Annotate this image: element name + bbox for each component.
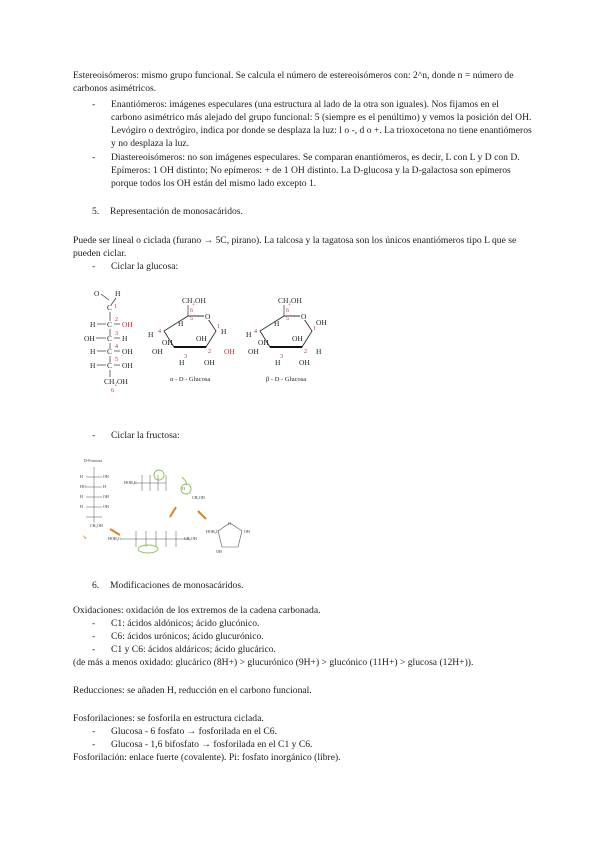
list-item-oxid-1: - C1: ácidos aldónicos; ácido glucónico. bbox=[92, 618, 260, 629]
svg-text:H: H bbox=[316, 347, 322, 356]
svg-text:CH₂OH: CH₂OH bbox=[182, 296, 206, 305]
svg-text:HOH₂C: HOH₂C bbox=[206, 529, 219, 534]
svg-text:4: 4 bbox=[158, 329, 161, 335]
svg-text:C: C bbox=[107, 361, 113, 370]
svg-text:C: C bbox=[107, 347, 113, 356]
fosforilacion-definition: Fosforilación: enlace fuerte (covalente). Pi: fosfato inorgánico (libre). bbox=[73, 752, 341, 763]
svg-text:OH: OH bbox=[216, 549, 222, 554]
diastereo-text: Diastereoisómeros: no son imágenes especulares. Se comparan enantiómeros, es decir, L con L y D con D. Epímeros: 1 OH distinto; No epímeros: + de 1 OH distinto. La D-glucosa y la D-galactosa son epímeros porque todos los OH están del mismo lado excepto 1. bbox=[111, 152, 520, 189]
svg-text:OH: OH bbox=[122, 361, 133, 370]
svg-text:5: 5 bbox=[115, 357, 118, 363]
svg-text:4: 4 bbox=[254, 329, 257, 335]
svg-text:HOH₂C: HOH₂C bbox=[124, 480, 137, 485]
svg-text:O: O bbox=[205, 312, 211, 321]
glucose-cyclization-figure bbox=[78, 283, 348, 398]
svg-text:3: 3 bbox=[280, 354, 283, 360]
svg-text:H: H bbox=[80, 504, 83, 509]
svg-text:5: 5 bbox=[190, 316, 193, 322]
list-item-oxid-2: - C6: ácidos urónicos; ácido glucurónico. bbox=[92, 631, 264, 642]
enantiomeros-text: Enantiómeros: imágenes especulares (una estructura al lado de la otra son iguales). Nos fijamos en el carbono asimétrico más alejado del grupo funcional: 5 (siempre es el penúltimo) y vemos la posición del OH. Levógiro o dextrógiro, indica por donde se desplaza la luz: l o -, d o +. La trioxocetona no tiene enantiómeros y no desplaza la luz. bbox=[111, 99, 532, 149]
list-item-ciclar-fructosa: - Ciclar la fructosa: bbox=[92, 430, 180, 441]
svg-text:OH: OH bbox=[122, 320, 133, 329]
fischer-c1: C bbox=[107, 303, 113, 312]
svg-text:OH: OH bbox=[204, 358, 215, 367]
svg-text:C: C bbox=[107, 320, 113, 329]
svg-text:6: 6 bbox=[286, 308, 289, 314]
svg-text:H: H bbox=[90, 361, 96, 370]
svg-text:O: O bbox=[228, 521, 231, 526]
svg-text:H: H bbox=[122, 334, 128, 343]
svg-text:OH: OH bbox=[292, 334, 303, 343]
svg-text:3: 3 bbox=[184, 354, 187, 360]
svg-text:CH₂OH: CH₂OH bbox=[192, 495, 205, 500]
svg-text:H: H bbox=[221, 327, 227, 336]
svg-text:6: 6 bbox=[111, 388, 114, 394]
list-item-oxid-3: - C1 y C6: ácidos aldáricos; ácido glucárico. bbox=[92, 644, 276, 655]
svg-text:OH: OH bbox=[152, 347, 163, 356]
svg-text:H: H bbox=[90, 347, 96, 356]
svg-text:1: 1 bbox=[114, 304, 117, 310]
svg-text:4: 4 bbox=[115, 344, 118, 350]
svg-text:2: 2 bbox=[304, 349, 307, 355]
list-item-fosfo-1: - Glucosa - 6 fosfato → fosforilada en el C6. bbox=[92, 726, 277, 737]
svg-text:H: H bbox=[80, 474, 83, 479]
list-item-enantiomeros: - Enantiómeros: imágenes especulares (una estructura al lado de la otra son iguales). Nos fijamos en el carbono asimétrico más alejado del grupo funcional: 5 (siempre es el penúltimo) y vemos la posición del OH. Levógiro o dextrógiro, indica por donde se desplaza la luz: l o -, d o +. La trioxocetona no tiene enantiómeros y no desplaza la luz. bbox=[92, 99, 532, 149]
svg-text:OH: OH bbox=[162, 338, 173, 347]
svg-text:H: H bbox=[80, 494, 83, 499]
svg-text:H: H bbox=[275, 358, 281, 367]
section-5-heading: 5. Representación de monosacáridos. bbox=[92, 206, 243, 217]
svg-text:OH: OH bbox=[316, 318, 327, 327]
svg-text:1: 1 bbox=[313, 326, 316, 332]
section-6-heading: 6. Modificaciones de monosacáridos. bbox=[92, 580, 244, 591]
svg-text:OH: OH bbox=[224, 347, 235, 356]
svg-text:OH: OH bbox=[258, 338, 269, 347]
svg-text:3: 3 bbox=[115, 331, 118, 337]
svg-text:O: O bbox=[301, 312, 307, 321]
svg-text:CH₂OH: CH₂OH bbox=[90, 523, 103, 528]
reducciones-text: Reducciones: se añaden H, reducción en el carbono funcional. bbox=[73, 685, 312, 696]
svg-text:H: H bbox=[179, 358, 185, 367]
svg-text:OH: OH bbox=[244, 529, 250, 534]
svg-text:CH₂OH: CH₂OH bbox=[184, 536, 197, 541]
list-item-ciclar-glucosa: - Ciclar la glucosa: bbox=[92, 261, 179, 272]
svg-text:OH: OH bbox=[103, 504, 109, 509]
fructose-label: D-Fructosa bbox=[84, 458, 102, 463]
svg-text:5: 5 bbox=[286, 316, 289, 322]
alpha-glucose-caption: α - D - Glucosa bbox=[170, 376, 211, 383]
fosforilaciones-intro: Fosforilaciones: se fosforila en estructura ciclada. bbox=[73, 713, 264, 724]
fructose-cyclization-figure bbox=[80, 455, 260, 555]
svg-text:HOH₂C: HOH₂C bbox=[108, 536, 121, 541]
svg-text:OH: OH bbox=[122, 347, 133, 356]
svg-text:OH: OH bbox=[196, 334, 207, 343]
section-5-paragraph: Puede ser lineal o ciclada (furano → 5C, pirano). La talcosa y la tagatosa son los únicos enantiómeros tipo L que se pueden ciclar. bbox=[73, 235, 517, 259]
svg-text:O: O bbox=[182, 486, 185, 491]
svg-text:➘: ➘ bbox=[82, 535, 88, 541]
list-item-diastereo: - Diastereoisómeros: no son imágenes especulares. Se comparan enantiómeros, es decir, L con L y D con D. Epímeros: 1 OH distinto; No epímeros: + de 1 OH distinto. La D-glucosa y la D-galactosa son epímeros porque todos los OH están del mismo lado excepto 1. bbox=[92, 151, 532, 190]
svg-text:C: C bbox=[107, 334, 113, 343]
svg-text:OH: OH bbox=[299, 358, 310, 367]
fischer-o: O bbox=[94, 289, 100, 298]
svg-text:H: H bbox=[103, 484, 106, 489]
list-item-fosfo-2: - Glucosa - 1,6 bifosfato → fosforilada en el C1 y C6. bbox=[92, 739, 313, 750]
fischer-h: H bbox=[115, 289, 121, 298]
svg-text:OH: OH bbox=[248, 347, 259, 356]
svg-text:2: 2 bbox=[115, 317, 118, 323]
svg-text:2: 2 bbox=[208, 349, 211, 355]
svg-text:H: H bbox=[178, 319, 184, 328]
stereo-intro: Estereoisómeros: mismo grupo funcional. Se calcula el número de estereoisómeros con: 2^n, donde n = número de carbonos asimétricos. bbox=[73, 70, 514, 94]
svg-text:OH: OH bbox=[84, 334, 95, 343]
svg-text:HO: HO bbox=[80, 484, 86, 489]
svg-text:1: 1 bbox=[217, 324, 220, 330]
svg-text:CH₂OH: CH₂OH bbox=[278, 296, 302, 305]
svg-text:H: H bbox=[148, 330, 154, 339]
svg-text:H: H bbox=[246, 330, 252, 339]
svg-text:CH₂OH: CH₂OH bbox=[104, 377, 128, 386]
oxidaciones-intro: Oxidaciones: oxidación de los extremos de la cadena carbonada. bbox=[73, 605, 321, 616]
beta-glucose-caption: β - D - Glucosa bbox=[266, 376, 307, 383]
svg-text:OH: OH bbox=[103, 494, 109, 499]
svg-text:6: 6 bbox=[190, 308, 193, 314]
svg-text:H: H bbox=[274, 319, 280, 328]
svg-text:OH: OH bbox=[103, 474, 109, 479]
svg-text:H: H bbox=[90, 320, 96, 329]
oxidation-order: (de más a menos oxidado: glucárico (8H+) > glucurónico (9H+) > glucónico (11H+) > glucosa (12H+)). bbox=[73, 657, 474, 668]
